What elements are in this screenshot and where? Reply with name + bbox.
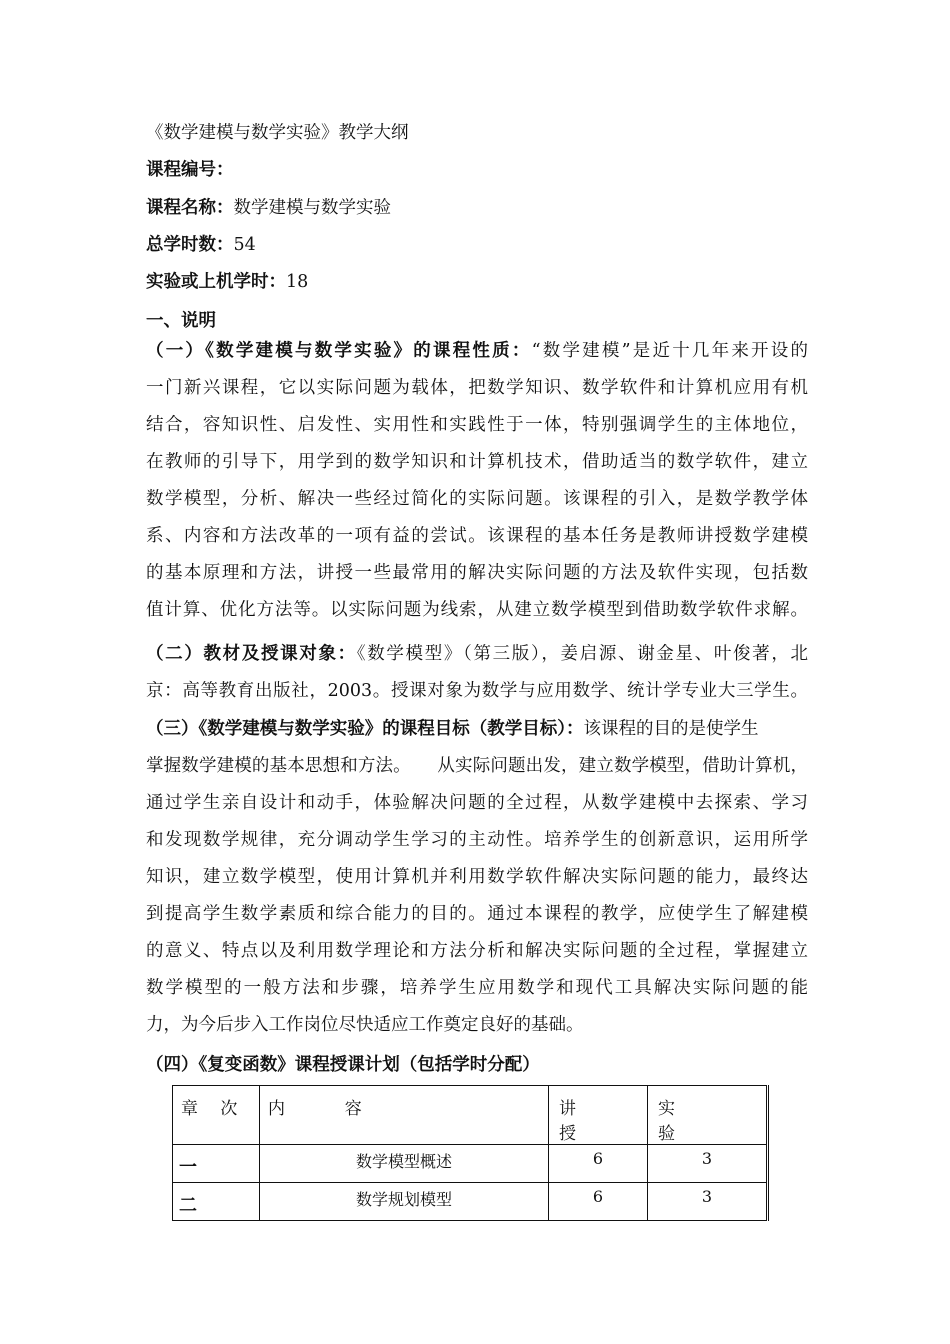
table-header-row xyxy=(173,1086,768,1145)
lab-hours-row xyxy=(146,270,308,294)
lab-hours-value: 18 xyxy=(286,272,309,292)
teaching-plan-table xyxy=(172,1085,769,1221)
paragraph-line: 一门新兴课程，它以实际问题为载体，把数学知识、数学软件和计算机应用有机 xyxy=(146,378,808,398)
course-nature-heading: （一）《数学建模与数学实验》的课程性质： xyxy=(146,341,532,361)
course-name-value: 数学建模与数学实验 xyxy=(233,198,391,218)
textbook-paragraph xyxy=(146,636,808,710)
paragraph-line: 的意义、特点以及利用数学理论和方法分析和解决实际问题的全过程，掌握建立 xyxy=(146,941,808,961)
lecture-cell xyxy=(549,1145,648,1183)
lecture-cell xyxy=(549,1183,648,1221)
lab-cell xyxy=(648,1145,768,1183)
paragraph-line: 在教师的引导下，用学到的数学知识和计算机技术，借助适当的数学软件，建立 xyxy=(146,452,808,472)
course-name-row xyxy=(146,196,391,220)
paragraph-line: 值计算、优化方法等。以实际问题为线索，从建立数学模型到借助数学软件求解。 xyxy=(146,600,808,620)
header-cell xyxy=(173,1086,260,1145)
chapter-cell xyxy=(173,1145,260,1183)
paragraph-line: 京：高等教育出版社，2003。授课对象为数学与应用数学、统计学专业大三学生。 xyxy=(146,681,808,701)
paragraph-line: 知识，建立数学模型，使用计算机并利用数学软件解决实际问题的能力，最终达 xyxy=(146,867,808,887)
content-cell xyxy=(260,1183,549,1221)
table-row xyxy=(173,1145,768,1183)
paragraph-line: 到提高学生数学素质和综合能力的目的。通过本课程的教学，应使学生了解建模 xyxy=(146,904,808,924)
course-name-label: 课程名称： xyxy=(146,198,234,218)
paragraph-line: 该课程的目的是使学生 xyxy=(583,719,759,739)
chapter-content: 数学规划模型 xyxy=(355,1190,452,1209)
chapter-number: 一 xyxy=(179,1157,197,1178)
paragraph-line: 数学模型的一般方法和步骤，培养学生应用数学和现代工具解决实际问题的能 xyxy=(146,978,808,998)
paragraph-line: 和发现数学规律，充分调动学生学习的主动性。培养学生的创新意识，运用所学 xyxy=(146,830,808,850)
textbook-heading: （二）教材及授课对象： xyxy=(146,644,357,664)
total-hours-label: 总学时数： xyxy=(146,235,234,255)
content-cell xyxy=(260,1145,549,1183)
paragraph-line: 力，为今后步入工作岗位尽快适应工作奠定良好的基础。 xyxy=(146,1015,584,1035)
course-nature-paragraph xyxy=(146,333,808,629)
document-title: 《数学建模与数学实验》教学大纲 xyxy=(146,123,409,143)
paragraph-line: “数学建模”是近十几年来开设的 xyxy=(531,341,808,361)
lab-hours: 3 xyxy=(701,1187,713,1206)
paragraph-line: 《数学模型》（第三版），姜启源、谢金星、叶俊著，北 xyxy=(356,644,808,664)
header-cell xyxy=(260,1086,549,1145)
course-goal-heading: （三）《数学建模与数学实验》的课程目标（教学目标）： xyxy=(146,719,584,739)
total-hours-row xyxy=(146,233,256,257)
lecture-hours: 6 xyxy=(592,1149,604,1168)
paragraph-line: 的基本原理和方法，讲授一些最常用的解决实际问题的方法及软件实现，包括数 xyxy=(146,563,808,583)
header-lab: 实 验 xyxy=(658,1099,703,1144)
lecture-hours: 6 xyxy=(592,1187,604,1206)
paragraph-line: 数学模型，分析、解决一些经过简化的实际问题。该课程的引入，是数学教学体 xyxy=(146,489,808,509)
teaching-plan-heading: （四）《复变函数》课程授课计划（包括学时分配） xyxy=(146,1055,540,1075)
paragraph-line: 系、内容和方法改革的一项有益的尝试。该课程的基本任务是教师讲授数学建模 xyxy=(146,526,808,546)
chapter-content: 数学模型概述 xyxy=(355,1152,452,1171)
header-content: 内 容 xyxy=(268,1099,390,1119)
table-row xyxy=(173,1183,768,1221)
header-lecture: 讲 授 xyxy=(559,1099,604,1144)
paragraph-line: 结合，容知识性、启发性、实用性和实践性于一体，特别强调学生的主体地位， xyxy=(146,415,808,435)
total-hours-value: 54 xyxy=(233,235,256,255)
course-code-label: 课程编号： xyxy=(146,160,234,180)
chapter-number: 二 xyxy=(179,1195,197,1216)
lab-hours: 3 xyxy=(701,1149,713,1168)
paragraph-line: 掌握数学建模的基本思想和方法。 从实际问题出发，建立数学模型，借助计算机， xyxy=(146,756,808,776)
section1-title: 一、说明 xyxy=(146,311,216,331)
header-cell xyxy=(648,1086,768,1145)
chapter-cell xyxy=(173,1183,260,1221)
course-goal-paragraph xyxy=(146,711,808,1044)
header-chapter: 章 次 xyxy=(181,1099,246,1119)
paragraph-line: 通过学生亲自设计和动手，体验解决问题的全过程，从数学建模中去探索、学习 xyxy=(146,793,808,813)
lab-cell xyxy=(648,1183,768,1221)
lab-hours-label: 实验或上机学时： xyxy=(146,272,286,292)
header-cell xyxy=(549,1086,648,1145)
